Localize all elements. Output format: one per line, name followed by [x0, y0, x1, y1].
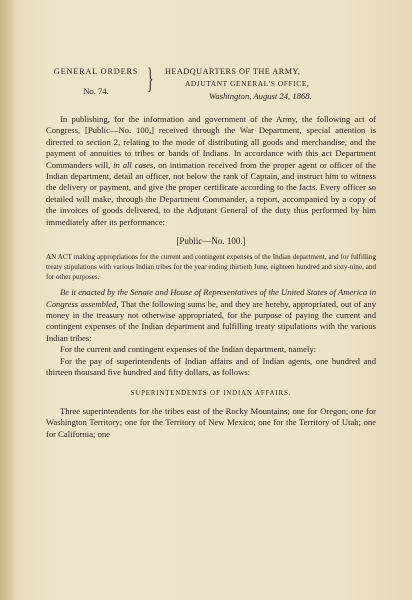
- act-number: [Public—No. 100.]: [176, 236, 246, 247]
- act-title: AN ACT making appropriations for the current and contingent expenses of the Indian department, and for fulfilling treaty stipulations with various Indian tribes for the year ending thirtieth June, eighteen hundred and sixty-nine, and for other purposes.: [46, 253, 376, 281]
- section-heading: SUPERINTENDENTS OF INDIAN AFFAIRS.: [130, 389, 292, 397]
- current-expenses-paragraph: For the current and contingent expenses of the Indian department, namely:: [60, 344, 317, 355]
- dateline: Washington, August 24, 1868.: [209, 90, 312, 101]
- brace-glyph: }: [147, 62, 154, 95]
- enacting-italic: Be it enacted by the Senate and House of Representatives of the United States of America in Congress assembled,: [46, 287, 376, 309]
- order-header: [46, 62, 376, 110]
- superintendents-paragraph: Three superintendents for the tribes east of the Rocky Mountains; one for Oregon; one for Washington Territory; one for the Territory of New Mexico; one for the Territory of Utah; one for California; one: [46, 405, 376, 439]
- intro-text-b: on intimation received from the proper agent or officer of the Indian department, detail an officer, not below the rank of Captain, and instruct him to witness the delivery or payment, and give the proper certificate according to the facts. Every officer so detailed will make, through the Department Commander, a report, accompanied by a copy of the invoices of goods delivered, to the Adjutant General of the duty thus performed by him immediately after its performance:: [46, 159, 376, 227]
- headquarters-title: HEADQUARTERS OF THE ARMY,: [165, 67, 301, 76]
- adjutant-office: ADJUTANT GENERAL'S OFFICE,: [185, 79, 310, 89]
- enacting-text: That the following sums be, and they are hereby, appropriated, out of any money in the treasury not otherwise appropriated, for the purpose of paying the current and contingent expenses of the Indian department and fulfilling treaty stipulations with the various Indian tribes:: [46, 298, 376, 343]
- order-number: No. 74.: [83, 86, 109, 97]
- intro-paragraph: [46, 114, 376, 228]
- enacting-clause: [46, 287, 376, 344]
- intro-italic: in all cases,: [113, 159, 156, 170]
- general-orders-label: GENERAL ORDERS: [53, 67, 139, 76]
- document-content: [46, 62, 376, 440]
- page-spine-shadow: [0, 0, 14, 600]
- pay-paragraph: For the pay of superintendents of Indian affairs and of Indian agents, one hundred and thirteen thousand five hundred and fifty dollars, as follows:: [46, 355, 376, 378]
- intro-text-a: In publishing, for the information and government of the Army, the following act of Congress, [Public—No. 100,] received through the War Department, special attention is directed to section 2, relating to the mode of distributing all goods and merchandise, and the payment of annuities to tribes or bands of Indians. In accordance with this act Department Commanders will,: [46, 114, 376, 170]
- headquarters-block: [165, 66, 377, 102]
- general-orders-block: [46, 66, 146, 98]
